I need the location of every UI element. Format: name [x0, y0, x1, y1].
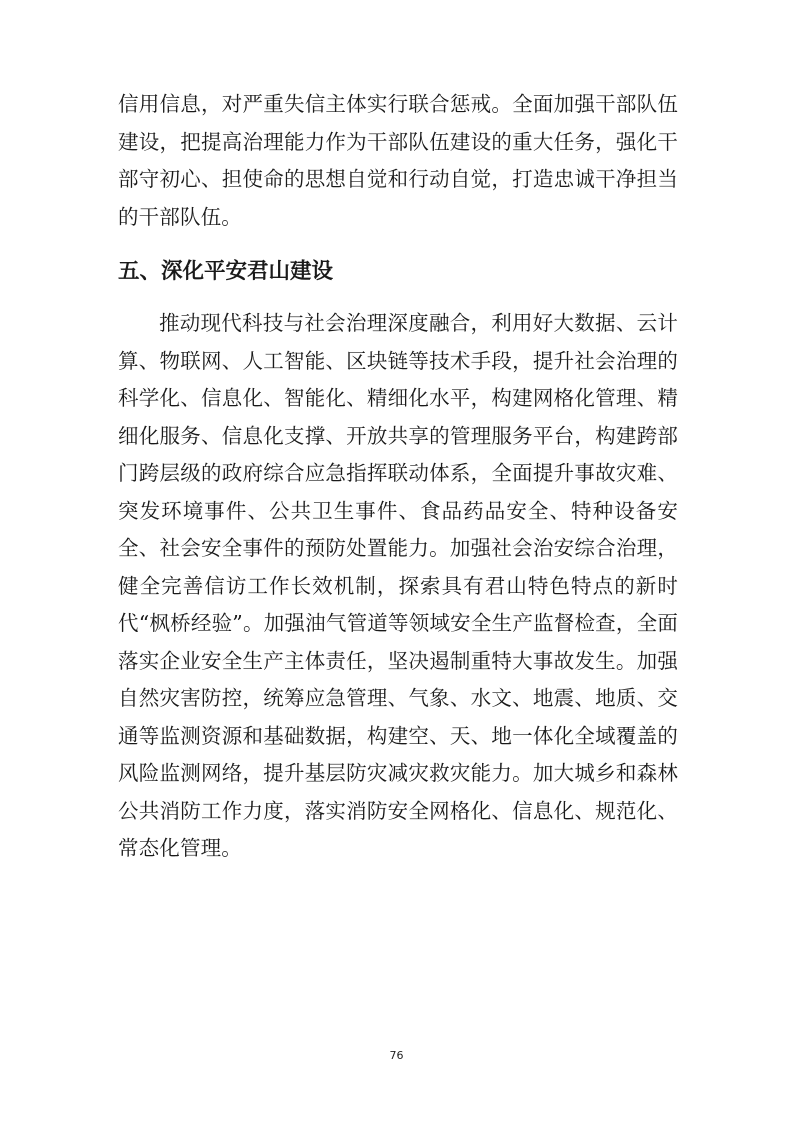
page-number: 76 — [389, 1049, 404, 1062]
body-paragraph-continued: 信用信息，对严重失信主体实行联合惩戒。全面加强干部队伍建设，把提高治理能力作为干部队伍建设的重大任务，强化干部守初心、担使命的思想自觉和行动自觉，打造忠诚干净担当的干部队伍。 — [118, 92, 678, 229]
body-paragraph: 推动现代科技与社会治理深度融合，利用好大数据、云计算、物联网、人工智能、区块链等技术手段，提升社会治理的科学化、信息化、智能化、精细化水平，构建网格化管理、精细化服务、信息化支撑、开放共享的管理服务平台，构建跨部门跨层级的政府综合应急指挥联动体系，全面提升事故灾难、突发环境事件、公共卫生事件、食品药品安全、特种设备安全、社会安全事件的预防处置能力。加强社会治安综合治理，健全完善信访工作长效机制，探索具有君山特色特点的新时代“枫桥经验”。加强油气管道等领域安全生产监督检查，全面落实企业安全生产主体责任，坚决遏制重特大事故发生。加强自然灾害防控，统筹应急管理、气象、水文、地震、地质、交通等监测资源和基础数据，构建空、天、地一体化全域覆盖的风险监测网络，提升基层防灾减灾救灾能力。加大城乡和森林公共消防工作力度，落实消防安全网格化、信息化、规范化、常态化管理。 — [118, 311, 678, 860]
section-heading: 五、深化平安君山建设 — [118, 259, 334, 284]
